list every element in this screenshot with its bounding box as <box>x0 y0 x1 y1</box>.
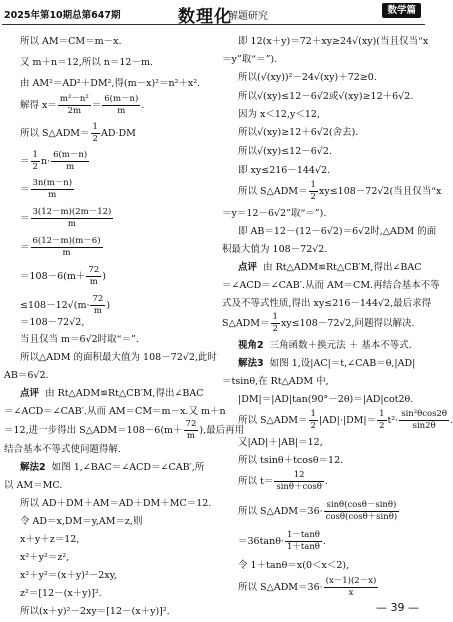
text-line: ＝y＝12－6√2”取“＝”). <box>222 208 327 219</box>
comment-line: 点评 由 Rt△ADM≌Rt△CB′M,得出∠BAC <box>238 262 422 273</box>
text-line: ＝108－72√2, <box>20 317 85 328</box>
text-line: 所以√(xy)≥12＋6√2(舍去). <box>238 127 359 138</box>
section-badge: 数学篇 <box>382 3 421 18</box>
text-line: 又 m＋n＝12,所以 n＝12－m. <box>20 57 154 68</box>
text-line: 因为 x＜12,y＜12, <box>238 109 320 120</box>
text-line: 所以 AM＝CM＝m－x. <box>20 36 122 47</box>
text-line: 式及不等式性质,得出 xy≤216－144√2,最后求得 <box>222 298 432 309</box>
header-rule <box>2 24 425 25</box>
text-line: 所以(√(xy))²－24√(xy)＋72≥0. <box>238 72 377 83</box>
formula-line: ＝12,进一步得出 S△ADM＝108－6(m＋ $\frac{72}{m}$ ),最后再用 <box>4 419 245 441</box>
comment-label: 点评 <box>238 262 258 273</box>
text-line: 即 AB＝12－(12－6√2)＝6√2时,△ADM 的面 <box>238 226 437 237</box>
issue-label: 2025年第10期总第647期 <box>4 10 121 21</box>
text-line: z²＝[12－(x＋y)]². <box>20 588 102 599</box>
formula-line: 所以 t＝ $\frac{12}{\sin\theta+\cos\theta}$ . <box>238 470 328 492</box>
formula-line: ＝ $\frac{6(12-m)(m-6)}{m}$ <box>20 236 101 258</box>
text-line: 即 xy≤216－144√2. <box>238 165 331 176</box>
text-line: 令 1＋tanθ＝x(0＜x＜2), <box>238 560 350 571</box>
solution-line: 解法3 如图 1,设|AC|＝t,∠CAB＝θ,|AD| <box>238 358 416 369</box>
viewpoint-line: 视角2 三角函数＋换元法 ＋ 基本不等式. <box>238 340 412 351</box>
text-line: x²＋y²＝(x＋y)²－2xy, <box>20 570 117 581</box>
formula-line: ＝36tanθ· $\frac{1-\tan\theta}{1+\tan\theta}$ . <box>238 530 326 552</box>
text-line: 所以(x＋y)²－2xy＝[12－(x＋y)]². <box>20 606 170 617</box>
text-line: 所以√(xy)≤12－6√2或√(xy)≥12＋6√2. <box>238 91 414 102</box>
formula-line: ＝ $\frac{3n(m-n)}{m}$ <box>20 178 73 200</box>
formula-line: 所以 S△ADM＝36· $\frac{\sin\theta(\cos\theta-\sin\theta)}{\cos\theta(\cos\theta+\sin\theta)}$ <box>238 500 398 522</box>
solution-label: 解法2 <box>20 462 46 473</box>
solution-line: 解法2 如图 1,∠BAC＝∠ACD＝∠CAB′,所 <box>20 462 205 473</box>
text-line: ＝∠ACD＝∠CAB′.从而 AM＝CM＝m－x.又 m＋n <box>4 406 226 417</box>
text-line: 所以√(xy)≤12－6√2. <box>238 146 332 157</box>
viewpoint-label: 视角2 <box>238 340 264 351</box>
formula-line: ＝108－6(m＋ $\frac{72}{m}$ ) <box>20 265 106 287</box>
comment-line: 点评 由 Rt△ADM≌Rt△CB′M,得出∠BAC <box>20 388 204 399</box>
text-line: AB＝6√2. <box>4 370 49 381</box>
formula-line: ＝ $\frac{1}{2}$ n· $\frac{6(m-n)}{m}$ <box>20 150 88 172</box>
text-line: ＝tsinθ,在 Rt△ADM 中, <box>222 376 329 387</box>
journal-subtitle: 解题研究 <box>228 11 268 22</box>
formula-line: 所以 S△ADM＝36· $\frac{(x-1)(2-x)}{x}$ <box>238 576 377 598</box>
text-line: 积最大值为 108－72√2. <box>222 244 328 255</box>
journal-title: 数理化 <box>178 7 232 27</box>
text-line: ＝∠ACD＝∠CAB′.从而 AM＝CM.再结合基本不等 <box>222 280 440 291</box>
text-line: 又|AD|＋|AB|＝12, <box>238 437 323 448</box>
formula-line: 所以 S△ADM＝ $\frac{1}{2}$ AD·DM <box>20 122 136 144</box>
text-line: x＋y＋z＝12, <box>20 534 80 545</box>
formula-line: 解得 x＝ $\frac{\text{m²－n²}}{2m}$ ＝ $\frac{6(m-n)}{m}$ . <box>20 94 145 116</box>
text-line: 当且仅当 m＝6√2时取“＝”. <box>20 334 139 345</box>
formula-line: S△ADM＝ $\frac{1}{2}$ xy≤108－72√2,问题得以解决. <box>222 312 415 334</box>
text-line: 由 AM²＝AD²＋DM²,得(m－x)²＝n²＋x². <box>20 78 201 89</box>
text-line: 即 12(x＋y)＝72＋xy≥24√(xy)(当且仅当“x <box>238 36 429 47</box>
text-line: 以 AM＝MC. <box>4 480 63 491</box>
text-line: 令 AD＝x,DM＝y,AM＝z,则 <box>20 516 143 527</box>
text-line: ＝y”取“＝”). <box>222 54 278 65</box>
formula-line: ≤108－12√(m· $\frac{72}{m}$ ) <box>20 294 111 316</box>
text-line: 所以 tsinθ＋tcosθ＝12. <box>238 455 344 466</box>
page-number: — 39 — <box>376 601 419 614</box>
text-line: |DM|＝|AD|tan(90°－2θ)＝|AD|cot2θ. <box>238 394 414 405</box>
formula-line: ＝ $\frac{3(12-m)(2m-12)}{m}$ <box>20 207 112 229</box>
text-line: 所以 AD＋DM＋AM＝AD＋DM＋MC＝12. <box>20 498 212 509</box>
comment-label: 点评 <box>20 388 40 399</box>
text-line: 结合基本不等式使问题得解. <box>4 444 122 455</box>
formula-line: 所以 S△ADM＝ $\frac{1}{2}$ xy≤108－72√2(当且仅当“x <box>238 180 442 202</box>
text-line: 所以△ADM 的面积最大值为 108－72√2,此时 <box>20 352 217 363</box>
formula-line: 所以 S△ADM＝ $\frac{1}{2}$ |AD|·|DM|＝ $\frac{1}{2}$ t²· $\frac{\text{sin²θcos2θ}}{\sin 2\theta}$ . <box>238 409 453 431</box>
solution-label: 解法3 <box>238 358 264 369</box>
text-line: x²＋y²＝z², <box>20 552 70 563</box>
